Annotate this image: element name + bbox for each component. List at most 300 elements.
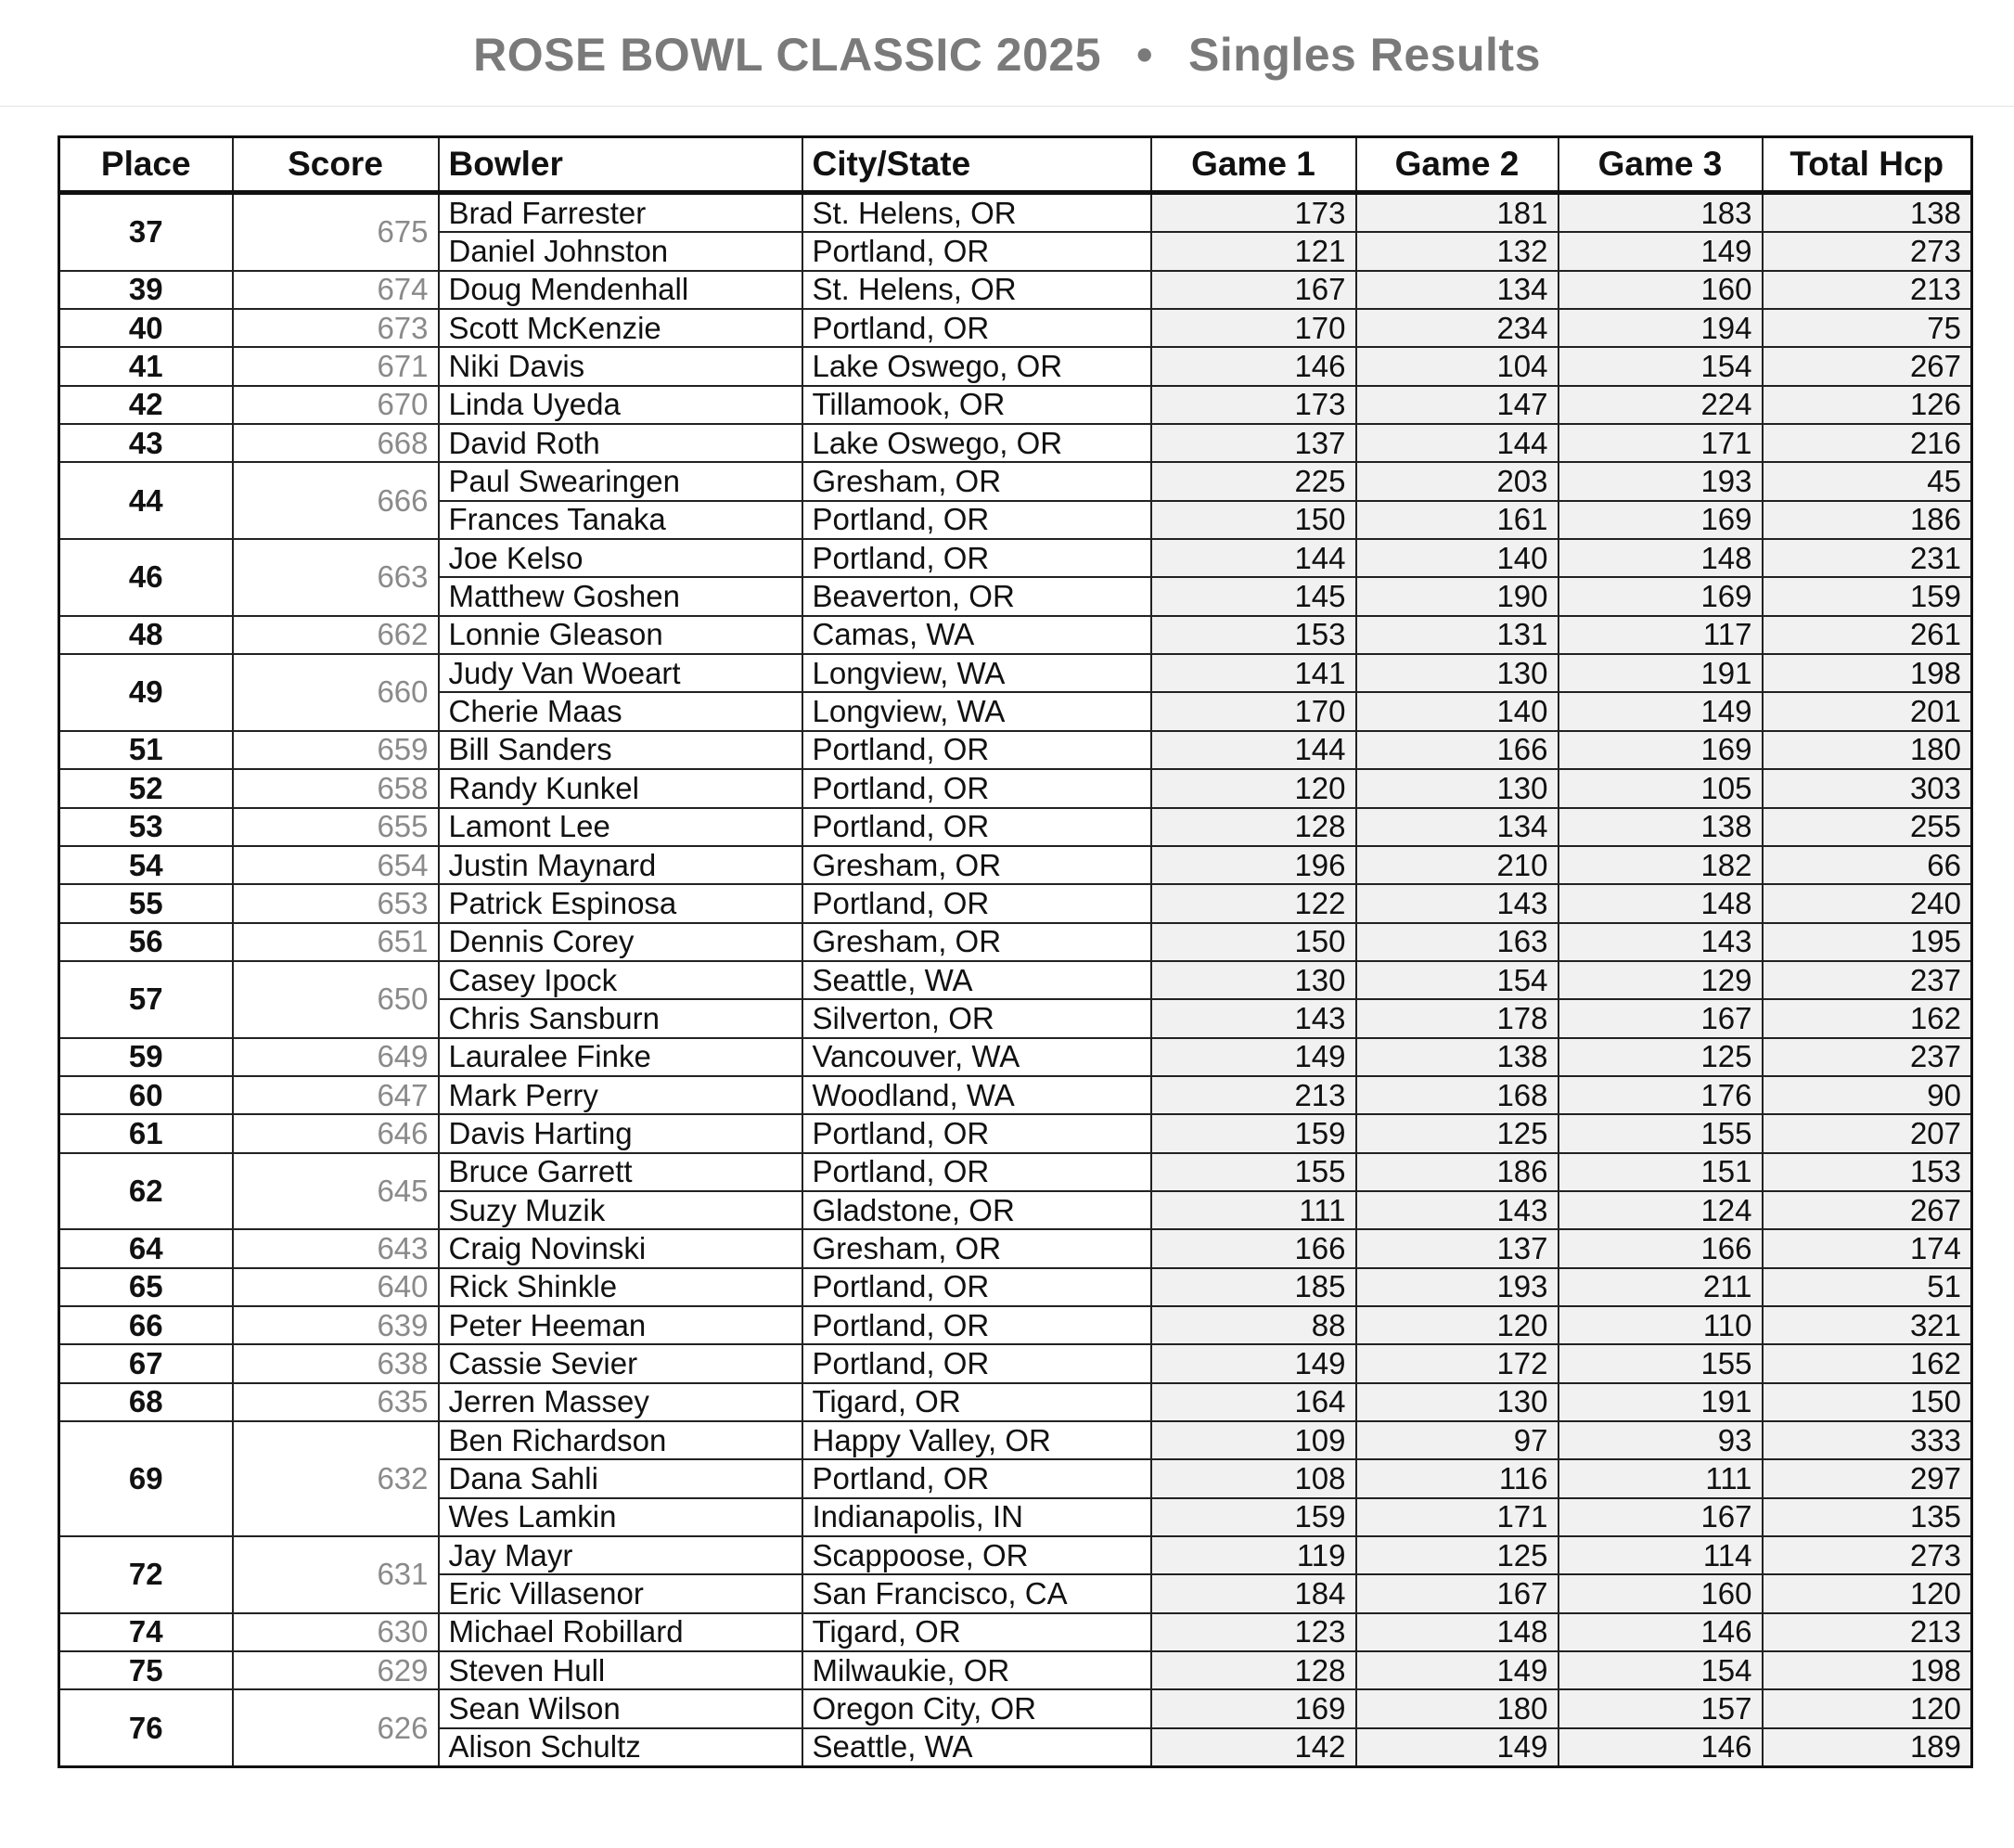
score-cell: 670 xyxy=(233,386,439,424)
table-row xyxy=(59,386,1972,424)
city-state: Gresham, OR xyxy=(802,923,1151,961)
game3-score: 157 xyxy=(1559,1689,1763,1727)
game1-score: 88 xyxy=(1151,1306,1356,1344)
total-hcp: 150 xyxy=(1763,1383,1972,1421)
total-hcp: 213 xyxy=(1763,271,1972,309)
city-state: Portland, OR xyxy=(802,808,1151,846)
total-hcp: 66 xyxy=(1763,846,1972,884)
bowler-name: Chris Sansburn xyxy=(439,999,802,1037)
table-row xyxy=(59,539,1972,577)
total-hcp: 174 xyxy=(1763,1229,1972,1267)
score-cell: 643 xyxy=(233,1229,439,1267)
table-row xyxy=(59,1076,1972,1114)
game1-score: 120 xyxy=(1151,769,1356,807)
total-hcp: 297 xyxy=(1763,1459,1972,1497)
place-cell: 65 xyxy=(59,1268,233,1306)
total-hcp: 213 xyxy=(1763,1613,1972,1651)
table-row xyxy=(59,1421,1972,1459)
total-hcp: 231 xyxy=(1763,539,1972,577)
game3-score: 105 xyxy=(1559,769,1763,807)
table-row xyxy=(59,193,1972,233)
game1-score: 170 xyxy=(1151,309,1356,347)
city-state: Vancouver, WA xyxy=(802,1038,1151,1076)
game3-score: 93 xyxy=(1559,1421,1763,1459)
total-hcp: 120 xyxy=(1763,1574,1972,1612)
bowler-name: Daniel Johnston xyxy=(439,232,802,270)
place-cell: 49 xyxy=(59,654,233,731)
game2-score: 172 xyxy=(1356,1344,1559,1382)
city-state: Portland, OR xyxy=(802,1344,1151,1382)
game1-score: 128 xyxy=(1151,1651,1356,1689)
game3-score: 143 xyxy=(1559,923,1763,961)
results-table xyxy=(58,135,1973,1768)
table-row xyxy=(59,769,1972,807)
game3-score: 114 xyxy=(1559,1536,1763,1574)
game2-score: 131 xyxy=(1356,616,1559,654)
game2-score: 97 xyxy=(1356,1421,1559,1459)
game2-score: 125 xyxy=(1356,1536,1559,1574)
bowler-name: Peter Heeman xyxy=(439,1306,802,1344)
game3-score: 191 xyxy=(1559,654,1763,692)
place-cell: 62 xyxy=(59,1153,233,1230)
game3-score: 155 xyxy=(1559,1344,1763,1382)
game2-score: 154 xyxy=(1356,961,1559,999)
col-header-game1: Game 1 xyxy=(1151,137,1356,193)
total-hcp: 198 xyxy=(1763,1651,1972,1689)
game2-score: 138 xyxy=(1356,1038,1559,1076)
title-separator: • xyxy=(1136,29,1154,81)
bowler-name: Davis Harting xyxy=(439,1114,802,1152)
place-cell: 52 xyxy=(59,769,233,807)
score-cell: 631 xyxy=(233,1536,439,1613)
bowler-name: Doug Mendenhall xyxy=(439,271,802,309)
bowler-name: Steven Hull xyxy=(439,1651,802,1689)
table-row xyxy=(59,1651,1972,1689)
total-hcp: 75 xyxy=(1763,309,1972,347)
game3-score: 155 xyxy=(1559,1114,1763,1152)
city-state: Tigard, OR xyxy=(802,1613,1151,1651)
table-row xyxy=(59,1613,1972,1651)
place-cell: 37 xyxy=(59,193,233,271)
city-state: Scappoose, OR xyxy=(802,1536,1151,1574)
game2-score: 171 xyxy=(1356,1498,1559,1536)
bowler-name: Mark Perry xyxy=(439,1076,802,1114)
total-hcp: 303 xyxy=(1763,769,1972,807)
game3-score: 151 xyxy=(1559,1153,1763,1191)
bowler-name: Niki Davis xyxy=(439,347,802,385)
score-cell: 626 xyxy=(233,1689,439,1766)
city-state: St. Helens, OR xyxy=(802,193,1151,233)
game1-score: 123 xyxy=(1151,1613,1356,1651)
total-hcp: 51 xyxy=(1763,1268,1972,1306)
place-cell: 41 xyxy=(59,347,233,385)
game1-score: 109 xyxy=(1151,1421,1356,1459)
header-row xyxy=(59,137,1972,193)
city-state: Indianapolis, IN xyxy=(802,1498,1151,1536)
game3-score: 167 xyxy=(1559,999,1763,1037)
game3-score: 169 xyxy=(1559,501,1763,539)
place-cell: 43 xyxy=(59,424,233,462)
bowler-name: Dennis Corey xyxy=(439,923,802,961)
game3-score: 211 xyxy=(1559,1268,1763,1306)
city-state: Portland, OR xyxy=(802,1153,1151,1191)
score-cell: 649 xyxy=(233,1038,439,1076)
game3-score: 149 xyxy=(1559,692,1763,730)
score-cell: 673 xyxy=(233,309,439,347)
table-row xyxy=(59,1268,1972,1306)
game1-score: 173 xyxy=(1151,386,1356,424)
total-hcp: 162 xyxy=(1763,1344,1972,1382)
game1-score: 111 xyxy=(1151,1191,1356,1229)
total-hcp: 273 xyxy=(1763,232,1972,270)
game3-score: 129 xyxy=(1559,961,1763,999)
game1-score: 164 xyxy=(1151,1383,1356,1421)
game2-score: 140 xyxy=(1356,692,1559,730)
game2-score: 137 xyxy=(1356,1229,1559,1267)
table-row xyxy=(59,654,1972,692)
table-row xyxy=(59,1536,1972,1574)
col-header-total-hcp: Total Hcp xyxy=(1763,137,1972,193)
total-hcp: 267 xyxy=(1763,347,1972,385)
game3-score: 160 xyxy=(1559,1574,1763,1612)
city-state: Seattle, WA xyxy=(802,1728,1151,1767)
game3-score: 169 xyxy=(1559,577,1763,615)
total-hcp: 159 xyxy=(1763,577,1972,615)
place-cell: 68 xyxy=(59,1383,233,1421)
game2-score: 130 xyxy=(1356,1383,1559,1421)
table-row xyxy=(59,616,1972,654)
game3-score: 146 xyxy=(1559,1728,1763,1767)
game1-score: 153 xyxy=(1151,616,1356,654)
game2-score: 143 xyxy=(1356,884,1559,922)
table-row xyxy=(59,1344,1972,1382)
bowler-name: Wes Lamkin xyxy=(439,1498,802,1536)
game1-score: 142 xyxy=(1151,1728,1356,1767)
game2-score: 143 xyxy=(1356,1191,1559,1229)
table-row xyxy=(59,731,1972,769)
game3-score: 183 xyxy=(1559,193,1763,233)
city-state: Tillamook, OR xyxy=(802,386,1151,424)
city-state: Lake Oswego, OR xyxy=(802,424,1151,462)
score-cell: 639 xyxy=(233,1306,439,1344)
total-hcp: 135 xyxy=(1763,1498,1972,1536)
game2-score: 130 xyxy=(1356,769,1559,807)
city-state: St. Helens, OR xyxy=(802,271,1151,309)
game3-score: 169 xyxy=(1559,731,1763,769)
bowler-name: Suzy Muzik xyxy=(439,1191,802,1229)
total-hcp: 237 xyxy=(1763,1038,1972,1076)
game3-score: 176 xyxy=(1559,1076,1763,1114)
game1-score: 196 xyxy=(1151,846,1356,884)
bowler-name: Joe Kelso xyxy=(439,539,802,577)
col-header-game3: Game 3 xyxy=(1559,137,1763,193)
game2-score: 149 xyxy=(1356,1651,1559,1689)
bowler-name: Alison Schultz xyxy=(439,1728,802,1767)
bowler-name: Lamont Lee xyxy=(439,808,802,846)
city-state: Milwaukie, OR xyxy=(802,1651,1151,1689)
score-cell: 632 xyxy=(233,1421,439,1536)
game2-score: 166 xyxy=(1356,731,1559,769)
place-cell: 60 xyxy=(59,1076,233,1114)
results-body xyxy=(59,193,1972,1767)
game2-score: 125 xyxy=(1356,1114,1559,1152)
total-hcp: 189 xyxy=(1763,1728,1972,1767)
score-cell: 629 xyxy=(233,1651,439,1689)
bowler-name: Justin Maynard xyxy=(439,846,802,884)
place-cell: 69 xyxy=(59,1421,233,1536)
place-cell: 75 xyxy=(59,1651,233,1689)
place-cell: 59 xyxy=(59,1038,233,1076)
table-row xyxy=(59,1229,1972,1267)
score-cell: 660 xyxy=(233,654,439,731)
city-state: Longview, WA xyxy=(802,654,1151,692)
game2-score: 163 xyxy=(1356,923,1559,961)
table-row xyxy=(59,347,1972,385)
place-cell: 44 xyxy=(59,462,233,539)
city-state: Happy Valley, OR xyxy=(802,1421,1151,1459)
table-row xyxy=(59,309,1972,347)
bowler-name: Linda Uyeda xyxy=(439,386,802,424)
score-cell: 663 xyxy=(233,539,439,616)
game1-score: 137 xyxy=(1151,424,1356,462)
place-cell: 76 xyxy=(59,1689,233,1766)
game2-score: 130 xyxy=(1356,654,1559,692)
city-state: Portland, OR xyxy=(802,731,1151,769)
total-hcp: 255 xyxy=(1763,808,1972,846)
bowler-name: David Roth xyxy=(439,424,802,462)
place-cell: 40 xyxy=(59,309,233,347)
city-state: Lake Oswego, OR xyxy=(802,347,1151,385)
place-cell: 39 xyxy=(59,271,233,309)
title-sub: Singles Results xyxy=(1188,29,1541,81)
game1-score: 144 xyxy=(1151,731,1356,769)
col-header-city: City/State xyxy=(802,137,1151,193)
city-state: Gresham, OR xyxy=(802,846,1151,884)
game2-score: 144 xyxy=(1356,424,1559,462)
bowler-name: Paul Swearingen xyxy=(439,462,802,500)
score-cell: 651 xyxy=(233,923,439,961)
bowler-name: Patrick Espinosa xyxy=(439,884,802,922)
game2-score: 132 xyxy=(1356,232,1559,270)
game3-score: 193 xyxy=(1559,462,1763,500)
total-hcp: 180 xyxy=(1763,731,1972,769)
game1-score: 130 xyxy=(1151,961,1356,999)
game1-score: 159 xyxy=(1151,1498,1356,1536)
table-row xyxy=(59,1689,1972,1727)
place-cell: 57 xyxy=(59,961,233,1038)
col-header-score: Score xyxy=(233,137,439,193)
city-state: Seattle, WA xyxy=(802,961,1151,999)
total-hcp: 216 xyxy=(1763,424,1972,462)
city-state: Portland, OR xyxy=(802,1114,1151,1152)
total-hcp: 240 xyxy=(1763,884,1972,922)
game3-score: 138 xyxy=(1559,808,1763,846)
game1-score: 150 xyxy=(1151,501,1356,539)
game2-score: 167 xyxy=(1356,1574,1559,1612)
score-cell: 645 xyxy=(233,1153,439,1230)
place-cell: 72 xyxy=(59,1536,233,1613)
city-state: Gladstone, OR xyxy=(802,1191,1151,1229)
bowler-name: Eric Villasenor xyxy=(439,1574,802,1612)
bowler-name: Jerren Massey xyxy=(439,1383,802,1421)
bowler-name: Matthew Goshen xyxy=(439,577,802,615)
city-state: Tigard, OR xyxy=(802,1383,1151,1421)
city-state: Portland, OR xyxy=(802,232,1151,270)
game2-score: 149 xyxy=(1356,1728,1559,1767)
score-cell: 635 xyxy=(233,1383,439,1421)
game2-score: 104 xyxy=(1356,347,1559,385)
score-cell: 658 xyxy=(233,769,439,807)
table-row xyxy=(59,846,1972,884)
table-row xyxy=(59,1114,1972,1152)
game3-score: 125 xyxy=(1559,1038,1763,1076)
game3-score: 148 xyxy=(1559,539,1763,577)
game3-score: 167 xyxy=(1559,1498,1763,1536)
score-cell: 646 xyxy=(233,1114,439,1152)
game3-score: 160 xyxy=(1559,271,1763,309)
game3-score: 149 xyxy=(1559,232,1763,270)
city-state: Oregon City, OR xyxy=(802,1689,1151,1727)
place-cell: 56 xyxy=(59,923,233,961)
city-state: Portland, OR xyxy=(802,769,1151,807)
bowler-name: Cassie Sevier xyxy=(439,1344,802,1382)
game1-score: 155 xyxy=(1151,1153,1356,1191)
table-row xyxy=(59,923,1972,961)
game3-score: 111 xyxy=(1559,1459,1763,1497)
city-state: Portland, OR xyxy=(802,1306,1151,1344)
game1-score: 170 xyxy=(1151,692,1356,730)
total-hcp: 195 xyxy=(1763,923,1972,961)
place-cell: 42 xyxy=(59,386,233,424)
score-cell: 647 xyxy=(233,1076,439,1114)
bowler-name: Craig Novinski xyxy=(439,1229,802,1267)
score-cell: 674 xyxy=(233,271,439,309)
game3-score: 166 xyxy=(1559,1229,1763,1267)
game3-score: 224 xyxy=(1559,386,1763,424)
bowler-name: Scott McKenzie xyxy=(439,309,802,347)
score-cell: 671 xyxy=(233,347,439,385)
total-hcp: 153 xyxy=(1763,1153,1972,1191)
city-state: Beaverton, OR xyxy=(802,577,1151,615)
score-cell: 666 xyxy=(233,462,439,539)
game1-score: 141 xyxy=(1151,654,1356,692)
place-cell: 51 xyxy=(59,731,233,769)
game1-score: 173 xyxy=(1151,193,1356,233)
score-cell: 638 xyxy=(233,1344,439,1382)
game3-score: 182 xyxy=(1559,846,1763,884)
game2-score: 116 xyxy=(1356,1459,1559,1497)
game2-score: 161 xyxy=(1356,501,1559,539)
bowler-name: Cherie Maas xyxy=(439,692,802,730)
city-state: Woodland, WA xyxy=(802,1076,1151,1114)
bowler-name: Lauralee Finke xyxy=(439,1038,802,1076)
city-state: Silverton, OR xyxy=(802,999,1151,1037)
game2-score: 190 xyxy=(1356,577,1559,615)
total-hcp: 333 xyxy=(1763,1421,1972,1459)
game1-score: 213 xyxy=(1151,1076,1356,1114)
table-row xyxy=(59,961,1972,999)
city-state: Portland, OR xyxy=(802,1459,1151,1497)
game2-score: 180 xyxy=(1356,1689,1559,1727)
bowler-name: Ben Richardson xyxy=(439,1421,802,1459)
game3-score: 124 xyxy=(1559,1191,1763,1229)
game3-score: 148 xyxy=(1559,884,1763,922)
city-state: Portland, OR xyxy=(802,309,1151,347)
col-header-place: Place xyxy=(59,137,233,193)
game1-score: 166 xyxy=(1151,1229,1356,1267)
game2-score: 186 xyxy=(1356,1153,1559,1191)
bowler-name: Jay Mayr xyxy=(439,1536,802,1574)
game1-score: 167 xyxy=(1151,271,1356,309)
game2-score: 134 xyxy=(1356,271,1559,309)
place-cell: 54 xyxy=(59,846,233,884)
score-cell: 655 xyxy=(233,808,439,846)
total-hcp: 120 xyxy=(1763,1689,1972,1727)
city-state: San Francisco, CA xyxy=(802,1574,1151,1612)
city-state: Gresham, OR xyxy=(802,1229,1151,1267)
score-cell: 675 xyxy=(233,193,439,271)
table-row xyxy=(59,884,1972,922)
place-cell: 48 xyxy=(59,616,233,654)
game3-score: 110 xyxy=(1559,1306,1763,1344)
bowler-name: Brad Farrester xyxy=(439,193,802,233)
game2-score: 193 xyxy=(1356,1268,1559,1306)
game2-score: 147 xyxy=(1356,386,1559,424)
game3-score: 117 xyxy=(1559,616,1763,654)
game2-score: 140 xyxy=(1356,539,1559,577)
title-main: ROSE BOWL CLASSIC 2025 xyxy=(473,29,1102,81)
bowler-name: Randy Kunkel xyxy=(439,769,802,807)
game1-score: 146 xyxy=(1151,347,1356,385)
table-row xyxy=(59,808,1972,846)
score-cell: 668 xyxy=(233,424,439,462)
total-hcp: 186 xyxy=(1763,501,1972,539)
bowler-name: Rick Shinkle xyxy=(439,1268,802,1306)
game1-score: 149 xyxy=(1151,1344,1356,1382)
game1-score: 150 xyxy=(1151,923,1356,961)
city-state: Portland, OR xyxy=(802,539,1151,577)
total-hcp: 138 xyxy=(1763,193,1972,233)
place-cell: 55 xyxy=(59,884,233,922)
score-cell: 630 xyxy=(233,1613,439,1651)
bowler-name: Lonnie Gleason xyxy=(439,616,802,654)
table-row xyxy=(59,1038,1972,1076)
game1-score: 121 xyxy=(1151,232,1356,270)
game1-score: 144 xyxy=(1151,539,1356,577)
total-hcp: 198 xyxy=(1763,654,1972,692)
game1-score: 184 xyxy=(1151,1574,1356,1612)
table-row xyxy=(59,424,1972,462)
place-cell: 67 xyxy=(59,1344,233,1382)
col-header-bowler: Bowler xyxy=(439,137,802,193)
title-divider xyxy=(0,106,2014,107)
game2-score: 234 xyxy=(1356,309,1559,347)
game1-score: 225 xyxy=(1151,462,1356,500)
score-cell: 654 xyxy=(233,846,439,884)
total-hcp: 273 xyxy=(1763,1536,1972,1574)
page-title xyxy=(0,28,2014,82)
game1-score: 159 xyxy=(1151,1114,1356,1152)
score-cell: 653 xyxy=(233,884,439,922)
city-state: Longview, WA xyxy=(802,692,1151,730)
bowler-name: Casey Ipock xyxy=(439,961,802,999)
place-cell: 53 xyxy=(59,808,233,846)
game3-score: 194 xyxy=(1559,309,1763,347)
table-row xyxy=(59,1383,1972,1421)
total-hcp: 126 xyxy=(1763,386,1972,424)
city-state: Gresham, OR xyxy=(802,462,1151,500)
total-hcp: 90 xyxy=(1763,1076,1972,1114)
